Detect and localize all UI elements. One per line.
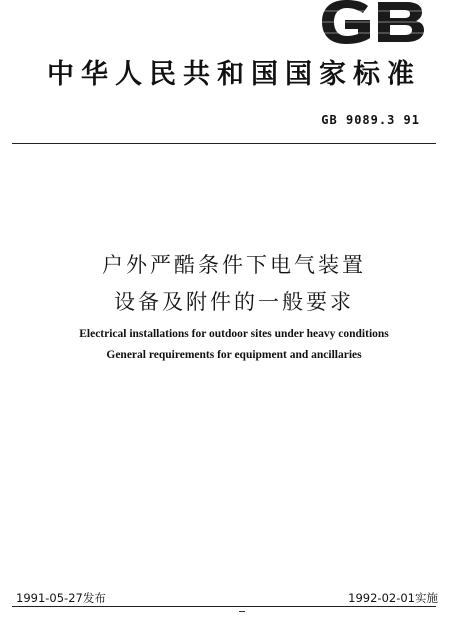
title-english-line-2: General requirements for equipment and ancillaries bbox=[106, 349, 362, 361]
title-chinese-line-1: 户外严酷条件下电气装置 bbox=[102, 253, 366, 277]
gb-logo-icon bbox=[318, 0, 430, 44]
implementation-date: 1992-02-01实施 bbox=[348, 591, 438, 605]
title-english-line-1: Electrical installations for outdoor sites under heavy conditions bbox=[79, 328, 389, 340]
standard-number: GB 9089.3 91 bbox=[321, 113, 420, 127]
center-tick-mark bbox=[239, 611, 245, 618]
title-chinese-line-2: 设备及附件的一般要求 bbox=[114, 290, 354, 314]
top-divider bbox=[12, 143, 436, 144]
national-standard-title: 中华人民共和国国家标准 bbox=[47, 59, 421, 90]
issue-date: 1991-05-27发布 bbox=[16, 591, 106, 605]
bottom-divider bbox=[12, 606, 436, 607]
